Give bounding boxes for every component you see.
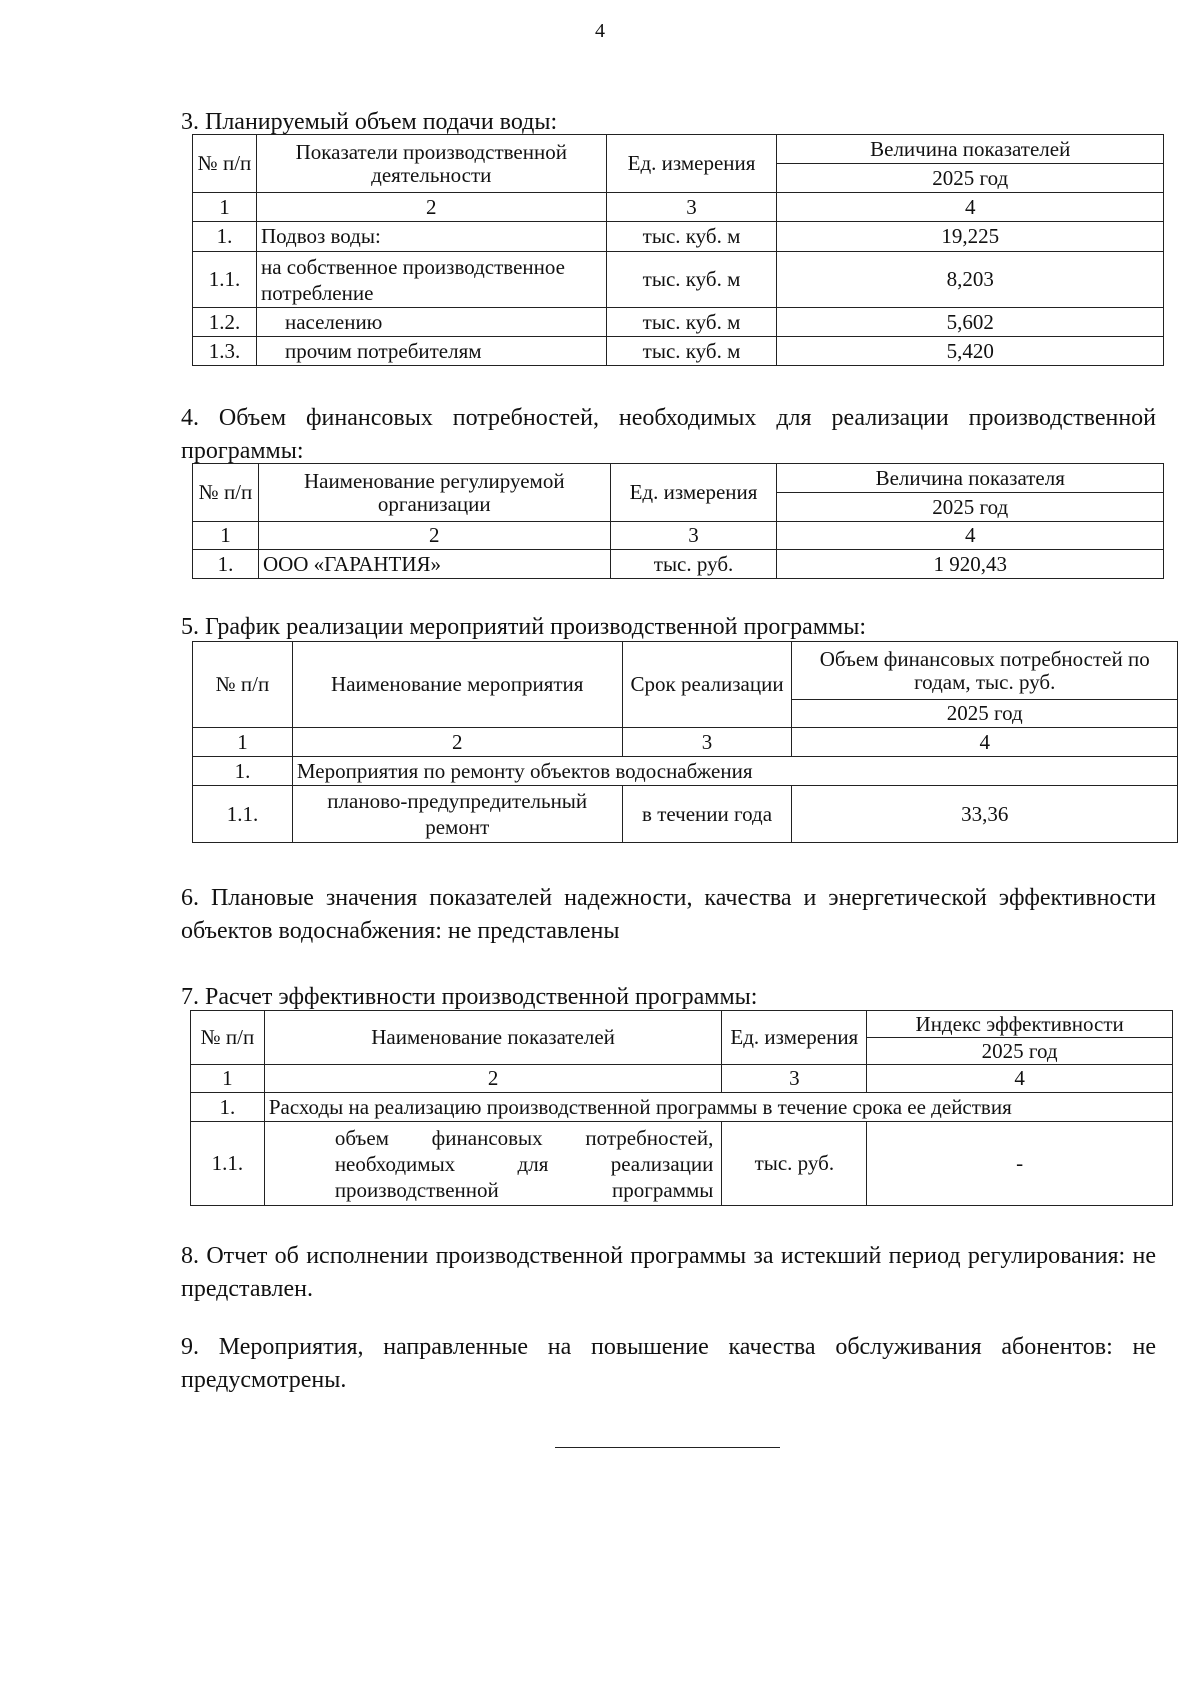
header-unit: Ед. измерения: [610, 464, 777, 522]
row-no: 1.: [191, 1093, 265, 1122]
header-value: Величина показателей: [777, 135, 1164, 164]
header-term: Срок реализации: [622, 642, 792, 728]
col-number: 4: [777, 522, 1164, 550]
col-number: 1: [193, 522, 259, 550]
header-no: № п/п: [193, 464, 259, 522]
col-number: 3: [610, 522, 777, 550]
header-unit: Ед. измерения: [606, 135, 777, 193]
row-name: населению: [256, 308, 606, 337]
table-row: [191, 1122, 1173, 1206]
row-unit: тыс. руб.: [610, 550, 777, 579]
col-number: 4: [792, 728, 1178, 757]
header-no: № п/п: [191, 1011, 265, 1065]
header-value: Величина показателя: [777, 464, 1164, 493]
row-name: объем финансовых потребностей, необходимых для реализации производственной программы: [264, 1122, 722, 1206]
section-8-text: 8. Отчет об исполнении производственной программы за истекший период регулирования: не представлен.: [181, 1243, 1156, 1302]
row-value: 5,420: [777, 337, 1164, 366]
col-number: 4: [867, 1065, 1173, 1093]
col-number: 3: [722, 1065, 867, 1093]
col-number: 2: [258, 522, 610, 550]
row-name: Мероприятия по ремонту объектов водоснабжения: [292, 757, 1177, 786]
row-unit: тыс. руб.: [722, 1122, 867, 1206]
table-row: [193, 337, 1164, 366]
section-7-heading: 7. Расчет эффективности производственной программы:: [181, 984, 758, 1010]
col-number: 2: [264, 1065, 722, 1093]
section-3-heading: 3. Планируемый объем подачи воды:: [181, 109, 558, 135]
row-name: прочим потребителям: [256, 337, 606, 366]
table-row: [193, 757, 1178, 786]
header-year: 2025 год: [792, 700, 1178, 728]
col-number: 1: [191, 1065, 265, 1093]
row-name: на собственное производственное потребление: [256, 252, 606, 308]
col-number: 3: [606, 193, 777, 222]
row-value: -: [867, 1122, 1173, 1206]
section-6-text: 6. Плановые значения показателей надежности, качества и энергетической эффективности объектов водоснабжения: не представлены: [181, 885, 1156, 944]
row-no: 1.: [193, 222, 257, 252]
table-row: [193, 550, 1164, 579]
row-unit: тыс. куб. м: [606, 308, 777, 337]
row-name: планово-предупредительный ремонт: [292, 786, 622, 843]
row-unit: тыс. куб. м: [606, 337, 777, 366]
row-unit: тыс. куб. м: [606, 252, 777, 308]
table-row: [193, 786, 1178, 843]
water-supply-table: [192, 134, 1164, 366]
row-no: 1.: [193, 757, 293, 786]
page-number: 4: [595, 20, 605, 42]
row-term: в течении года: [622, 786, 792, 843]
row-no: 1.3.: [193, 337, 257, 366]
table-row: [193, 252, 1164, 308]
header-no: № п/п: [193, 642, 293, 728]
header-organization: Наименование регулируемой организации: [258, 464, 610, 522]
section-5-heading: 5. График реализации мероприятий производственной программы:: [181, 614, 866, 640]
row-name: Подвоз воды:: [256, 222, 606, 252]
row-no: 1.2.: [193, 308, 257, 337]
header-year: 2025 год: [867, 1038, 1173, 1065]
row-no: 1.1.: [193, 786, 293, 843]
col-number: 3: [622, 728, 792, 757]
header-unit: Ед. измерения: [722, 1011, 867, 1065]
header-year: 2025 год: [777, 164, 1164, 193]
col-number: 1: [193, 193, 257, 222]
row-unit: тыс. куб. м: [606, 222, 777, 252]
section-4-heading: 4. Объем финансовых потребностей, необходимых для реализации производственной программы:: [181, 405, 1156, 464]
row-value: 19,225: [777, 222, 1164, 252]
row-value: 8,203: [777, 252, 1164, 308]
section-9-text: 9. Мероприятия, направленные на повышение качества обслуживания абонентов: не предусмотрены.: [181, 1334, 1156, 1393]
closing-line: [555, 1447, 780, 1448]
table-row: [193, 308, 1164, 337]
row-no: 1.1.: [193, 252, 257, 308]
header-year: 2025 год: [777, 493, 1164, 522]
row-value: 5,602: [777, 308, 1164, 337]
col-number: 2: [292, 728, 622, 757]
row-value: 33,36: [792, 786, 1178, 843]
header-indicators: Показатели производственной деятельности: [256, 135, 606, 193]
col-number: 1: [193, 728, 293, 757]
row-name: ООО «ГАРАНТИЯ»: [258, 550, 610, 579]
row-name: Расходы на реализацию производственной программы в течение срока ее действия: [264, 1093, 1172, 1122]
col-number: 2: [256, 193, 606, 222]
col-number: 4: [777, 193, 1164, 222]
header-activity: Наименование мероприятия: [292, 642, 622, 728]
table-row: [193, 222, 1164, 252]
schedule-table: [192, 641, 1178, 843]
header-no: № п/п: [193, 135, 257, 193]
row-value: 1 920,43: [777, 550, 1164, 579]
header-value: Индекс эффективности: [867, 1011, 1173, 1038]
row-no: 1.: [193, 550, 259, 579]
header-indicators: Наименование показателей: [264, 1011, 722, 1065]
efficiency-table: [190, 1010, 1173, 1206]
table-row: [191, 1093, 1173, 1122]
header-value: Объем финансовых потребностей по годам, тыс. руб.: [792, 642, 1178, 700]
financial-needs-table: [192, 463, 1164, 579]
row-no: 1.1.: [191, 1122, 265, 1206]
